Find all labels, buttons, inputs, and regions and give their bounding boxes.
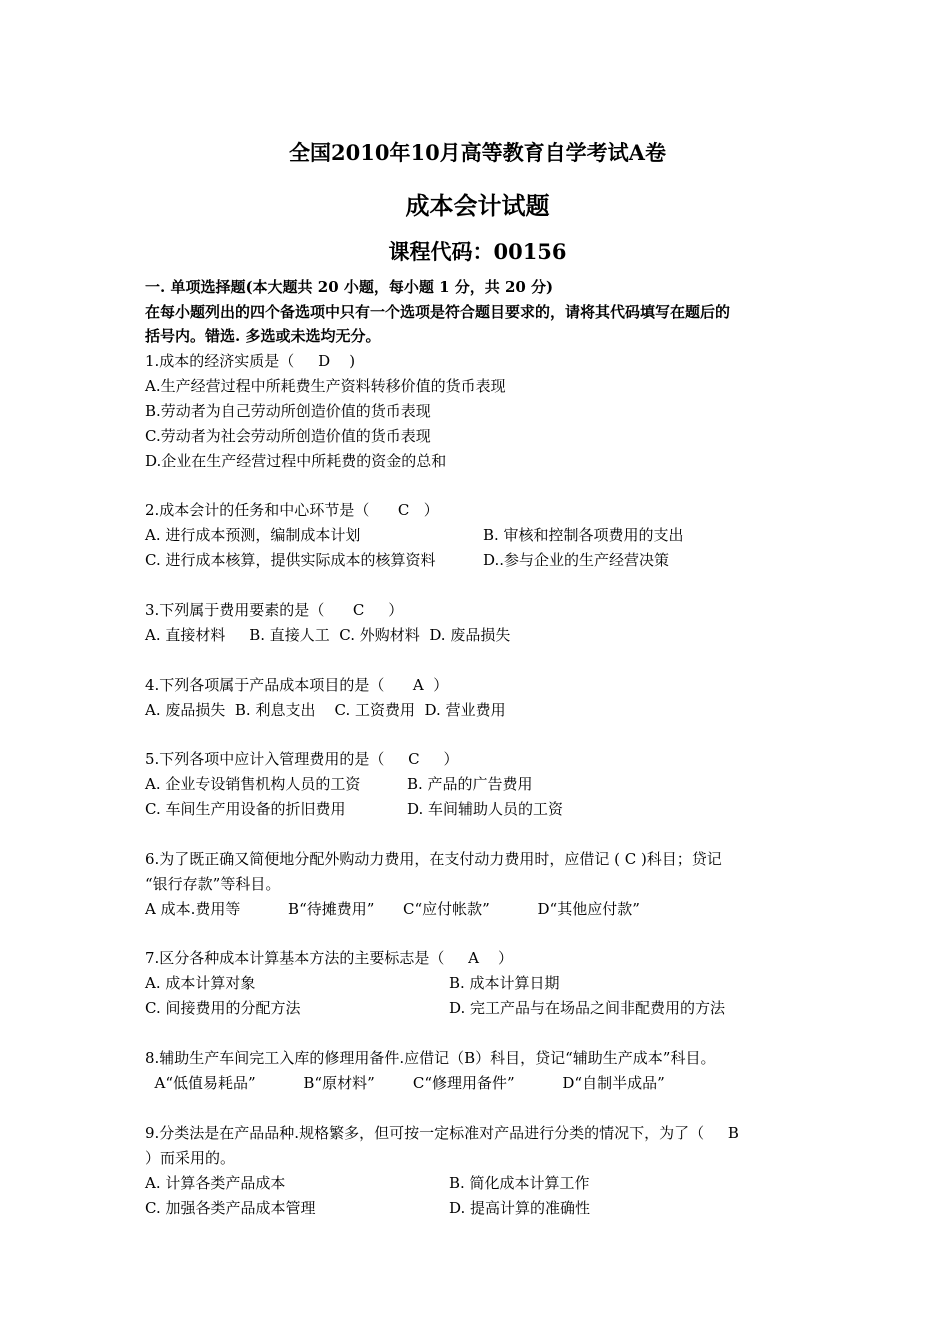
question-4-stem: 4.下列各项属于产品成本项目的是（ A ） [145, 676, 449, 694]
question-7-option-b: B. 成本计算日期 [449, 974, 560, 992]
section-instruction-line2: 括号内。错选. 多选或未选均无分。 [145, 327, 381, 345]
question-1-option-d: D.企业在生产经营过程中所耗费的资金的总和 [145, 452, 447, 470]
question-2-option-d: D..参与企业的生产经营决策 [483, 551, 670, 569]
exam-title: 全国2010年10月高等教育自学考试A卷 [289, 140, 666, 165]
question-2-option-b: B. 审核和控制各项费用的支出 [483, 526, 684, 544]
question-5-option-c: C. 车间生产用设备的折旧费用 [145, 800, 346, 818]
question-9-option-a: A. 计算各类产品成本 [145, 1174, 286, 1192]
question-9-option-c: C. 加强各类产品成本管理 [145, 1199, 316, 1217]
exam-subtitle: 成本会计试题 [405, 191, 550, 220]
question-8-options: A“低值易耗品” B“原材料” C“修理用备件” D“自制半成品” [145, 1074, 665, 1092]
question-7-stem: 7.区分各种成本计算基本方法的主要标志是（ A ） [145, 949, 514, 967]
question-7-option-a: A. 成本计算对象 [145, 974, 256, 992]
question-3-stem: 3.下列属于费用要素的是（ C ） [145, 601, 404, 619]
question-5-option-d: D. 车间辅助人员的工资 [407, 800, 564, 818]
question-5-stem: 5.下列各项中应计入管理费用的是（ C ） [145, 750, 459, 768]
question-1-option-c: C.劳动者为社会劳动所创造价值的货币表现 [145, 427, 431, 445]
question-9-stem-line1: 9.分类法是在产品品种.规格繁多，但可按一定标准对产品进行分类的情况下，为了（ B [145, 1124, 739, 1142]
question-4-options: A. 废品损失 B. 利息支出 C. 工资费用 D. 营业费用 [145, 701, 506, 719]
question-3-options: A. 直接材料 B. 直接人工 C. 外购材料 D. 废品损失 [145, 626, 511, 644]
section-instruction-line1: 在每小题列出的四个备选项中只有一个选项是符合题目要求的，请将其代码填写在题后的 [145, 303, 731, 321]
question-7-option-c: C. 间接费用的分配方法 [145, 999, 301, 1017]
question-6-options: A 成本.费用等 B“待摊费用” C“应付帐款” D“其他应付款” [145, 900, 640, 918]
question-5-option-b: B. 产品的广告费用 [407, 775, 533, 793]
question-2-stem: 2.成本会计的任务和中心环节是（ C ） [145, 501, 439, 519]
question-9-option-d: D. 提高计算的准确性 [449, 1199, 591, 1217]
question-1-option-a: A.生产经营过程中所耗费生产资料转移价值的货币表现 [145, 377, 506, 395]
question-2-option-a: A. 进行成本预测，编制成本计划 [145, 526, 361, 544]
question-8-stem: 8.辅助生产车间完工入库的修理用备件.应借记（B）科目，贷记“辅助生产成本”科目。 [145, 1049, 716, 1067]
question-1-option-b: B.劳动者为自己劳动所创造价值的货币表现 [145, 402, 431, 420]
question-2-option-c: C. 进行成本核算，提供实际成本的核算资料 [145, 551, 436, 569]
section-heading: 一. 单项选择题(本大题共 20 小题，每小题 1 分，共 20 分) [145, 278, 554, 296]
question-7-option-d: D. 完工产品与在场品之间非配费用的方法 [449, 999, 726, 1017]
question-9-stem-line2: ）而采用的。 [145, 1149, 236, 1167]
question-6-stem-line2: “银行存款”等科目。 [145, 875, 281, 893]
course-code: 课程代码：00156 [388, 239, 567, 264]
question-9-option-b: B. 简化成本计算工作 [449, 1174, 590, 1192]
question-5-option-a: A. 企业专设销售机构人员的工资 [145, 775, 361, 793]
question-6-stem-line1: 6.为了既正确又简便地分配外购动力费用，在支付动力费用时，应借记 ( C )科目；贷记 [145, 850, 722, 868]
question-1-stem: 1.成本的经济实质是（ D ) [145, 352, 356, 370]
